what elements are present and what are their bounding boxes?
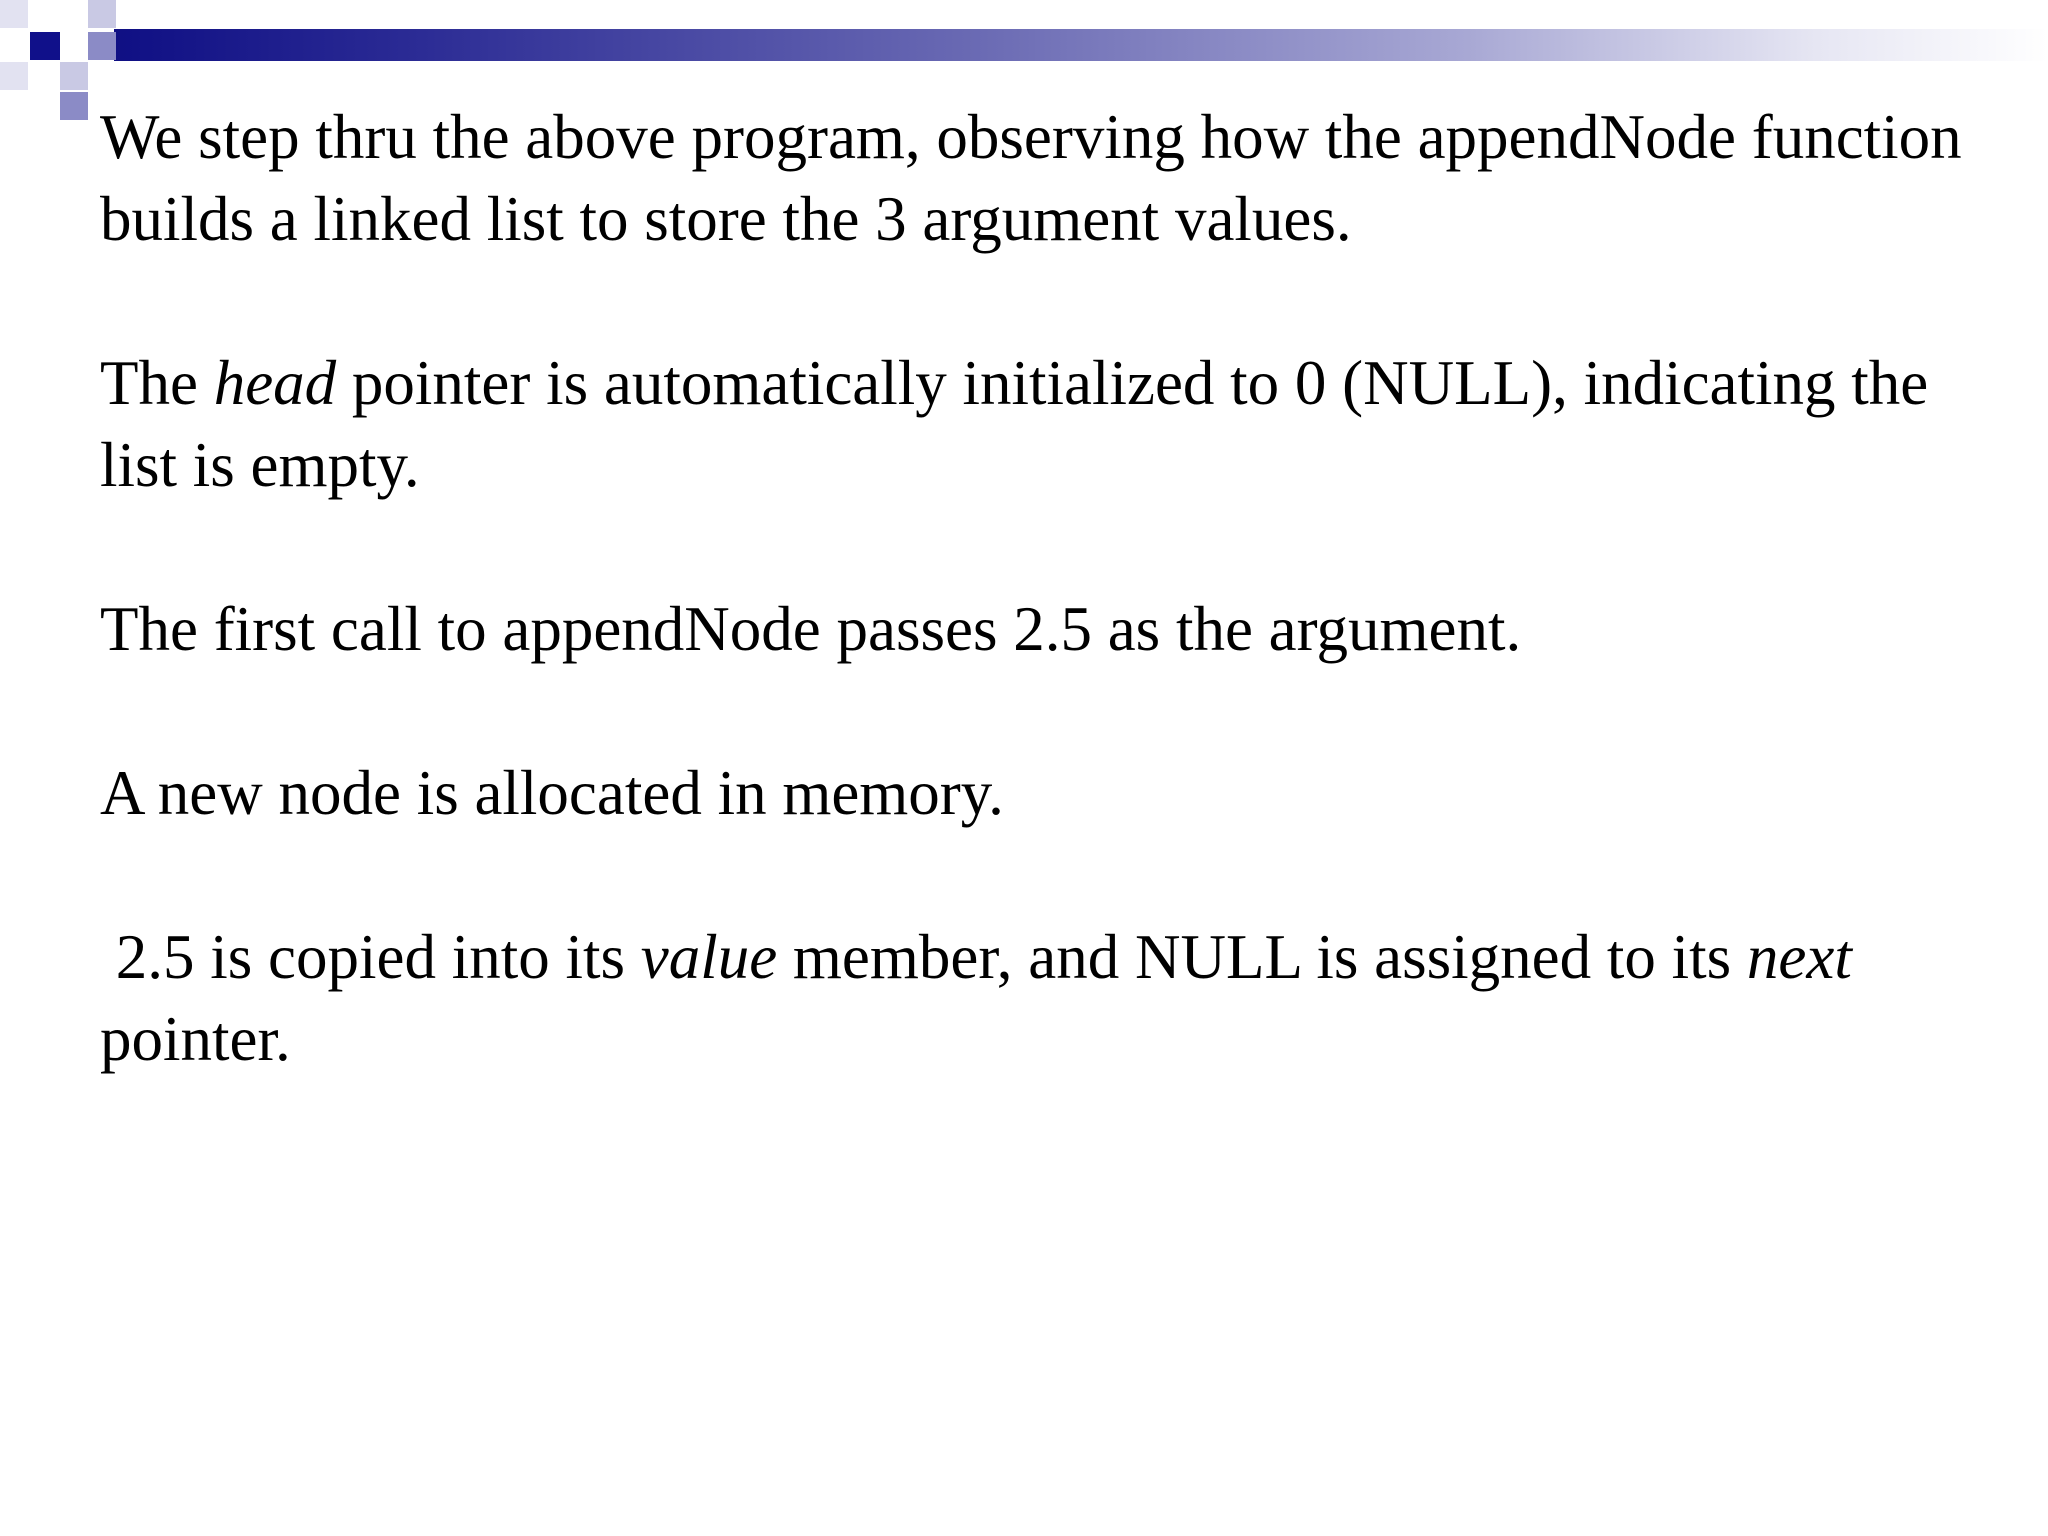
paragraph-first-call: The first call to appendNode passes 2.5 as the argument. <box>100 594 1522 664</box>
decor-square <box>60 92 88 120</box>
decor-square <box>60 62 88 90</box>
decor-square <box>88 32 116 60</box>
paragraph-head-pointer <box>100 342 2020 506</box>
italic-term-next: next <box>1746 922 1852 992</box>
text-span: pointer. <box>100 922 1868 1074</box>
slide-body <box>100 96 2020 1080</box>
paragraph-copy-value <box>100 916 2020 1080</box>
decor-square <box>88 0 116 28</box>
text-span: pointer is automatically initialized to 0 (NULL), indicating the list is empty. <box>100 348 1929 500</box>
paragraph-intro: We step thru the above program, observing how the appendNode function builds a linked list to store the 3 argument values. <box>100 102 1962 254</box>
decor-square <box>0 0 28 28</box>
paragraph-new-node: A new node is allocated in memory. <box>100 758 1004 828</box>
italic-term-value: value <box>640 922 778 992</box>
header-gradient-band <box>114 29 2048 61</box>
decor-square <box>0 62 28 90</box>
decor-square <box>30 32 60 60</box>
text-span: 2.5 is copied into its <box>100 922 641 992</box>
text-span: The <box>100 348 214 418</box>
italic-term-head: head <box>213 348 337 418</box>
text-span: member, and NULL is assigned to its <box>777 922 1747 992</box>
